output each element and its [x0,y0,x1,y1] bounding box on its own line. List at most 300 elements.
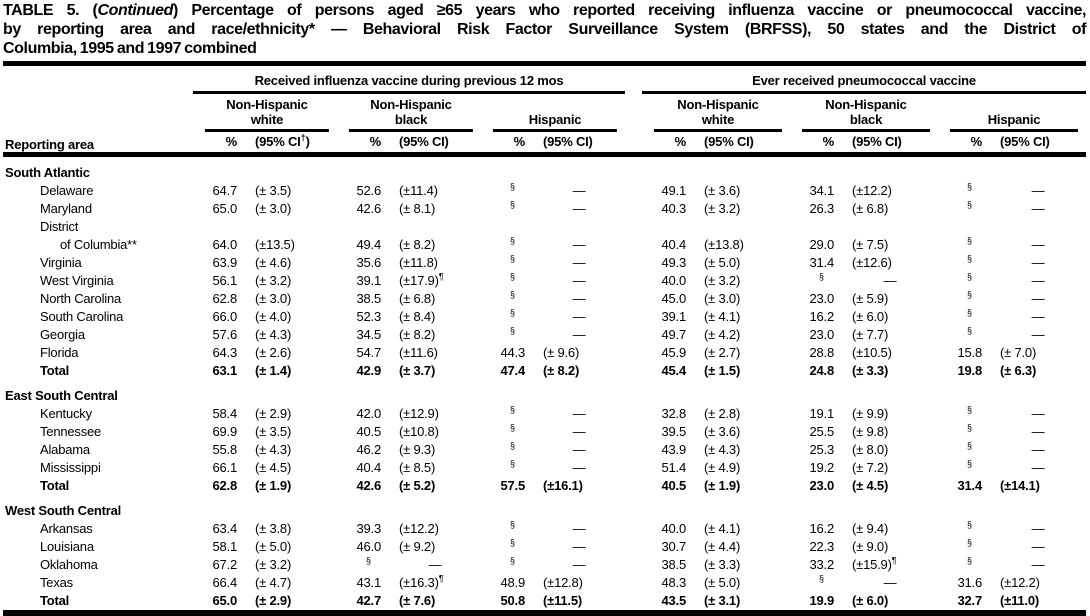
ci-cell: — [1031,327,1045,342]
section-sign-footnote-mark: § [509,199,515,210]
percent-cell: 56.1 [212,273,237,288]
percent-cell [481,290,533,308]
ci-cell: (± 9.3) [399,442,436,457]
ci-cell: (±13.8) [704,237,744,252]
percent-cell [938,236,990,254]
percent-cell: 58.1 [212,539,237,554]
percent-cell: 23.0 [809,327,834,342]
percent-cell: 16.2 [809,309,834,324]
ci-cell: (± 8.2) [543,363,580,378]
ci-cell: (± 3.6) [704,183,741,198]
column-gap [625,477,642,495]
ci-cell [389,218,481,236]
table-row [3,459,1086,477]
percent-cell: 69.9 [212,424,237,439]
percent-cell [481,405,533,423]
section-sign-footnote-mark: § [818,271,824,282]
section-sign-footnote-mark: § [818,573,824,584]
ci-cell: (± 4.4) [704,539,741,554]
percent-cell: 66.0 [212,309,237,324]
ci-cell: — [1031,406,1045,421]
percent-cell: 43.9 [661,442,686,457]
percent-cell: 52.3 [356,309,381,324]
percent-cell: 64.3 [212,345,237,360]
flu-hispanic-header: Hispanic [481,94,625,132]
ci-cell: (±11.5) [543,593,582,608]
section-sign-footnote-mark: § [509,307,515,318]
column-gap [625,441,642,459]
ci-cell: (± 7.5) [852,237,889,252]
ci-cell: (±16.3)¶ [399,573,444,590]
percent-cell: 48.3 [661,575,686,590]
ci-cell [990,218,1086,236]
percent-cell: 54.7 [356,345,381,360]
percent-cell: 40.0 [661,273,686,288]
column-gap [625,556,642,574]
brfss-vaccination-table [3,61,1086,616]
continued-label: Continued [97,2,173,19]
ci-cell: (± 3.8) [255,521,292,536]
percent-column-header: % [790,132,842,155]
column-gap [625,182,642,200]
percent-cell [938,405,990,423]
table-row [3,538,1086,556]
ci-cell: (± 8.5) [399,460,436,475]
ci-cell: (± 4.1) [704,309,741,324]
ci-cell [533,218,625,236]
ci-cell: — [1031,183,1045,198]
percent-cell: 46.0 [356,539,381,554]
column-gap [625,290,642,308]
ci-column-header: (95% CI) [533,132,625,155]
section-sign-footnote-mark: § [966,181,972,192]
percent-cell [481,272,533,290]
percent-cell [337,556,389,574]
percent-cell [938,423,990,441]
ci-cell: (± 3.5) [255,424,292,439]
title-line-3: Columbia, 1995 and 1997 combined [3,40,257,57]
ci-cell: (± 5.0) [255,539,292,554]
percent-cell [938,326,990,344]
reporting-area-cell: Texas [40,575,73,590]
ci-cell: (± 1.4) [255,363,292,378]
reporting-area-cell: Maryland [40,201,92,216]
percent-cell [938,218,990,236]
ci-column-header: (95% CI†) [245,132,337,155]
percent-cell: 58.4 [212,406,237,421]
ci-cell: — [1031,309,1045,324]
percent-cell: 40.0 [661,521,686,536]
reporting-area-cell: Total [40,363,70,378]
table-row [3,405,1086,423]
ci-cell: (±11.4) [399,183,438,198]
percent-cell: 23.0 [809,478,834,493]
ci-cell: (± 9.9) [852,406,889,421]
ci-cell: (± 3.2) [704,273,741,288]
ci-cell: (± 4.5) [255,460,292,475]
column-gap [625,236,642,254]
ci-cell: (±11.0) [1000,593,1039,608]
percent-cell: 51.4 [661,460,686,475]
ci-cell: (± 6.8) [399,291,436,306]
percent-cell: 64.0 [212,237,237,252]
table-row [3,326,1086,344]
ci-cell: (± 3.6) [704,424,741,439]
percent-cell: 31.4 [957,478,982,493]
percent-cell [938,200,990,218]
percent-cell: 52.6 [356,183,381,198]
percent-cell: 63.4 [212,521,237,536]
percent-cell: 34.5 [356,327,381,342]
percent-cell: 48.9 [500,575,525,590]
percent-cell: 40.3 [661,201,686,216]
pneumococcal-group-header: Ever received pneumococcal vaccine [642,64,1086,95]
percent-cell: 15.8 [957,345,982,360]
column-gap [625,344,642,362]
table-row [3,200,1086,218]
percent-cell [481,556,533,574]
percent-cell: 57.5 [500,478,525,493]
reporting-area-cell: of Columbia** [60,237,137,252]
ci-cell: (± 6.8) [852,201,889,216]
percent-cell [938,556,990,574]
reporting-area-cell: North Carolina [40,291,122,306]
percent-cell [642,218,694,236]
pilcrow-footnote-mark: ¶ [438,271,444,282]
ci-cell: (± 6.3) [1000,363,1037,378]
ci-cell: (±10.5) [852,345,892,360]
percent-column-header: % [938,132,990,155]
reporting-area-cell: Tennessee [40,424,102,439]
table-row [3,423,1086,441]
percent-cell: 38.5 [356,291,381,306]
ci-cell: (± 5.0) [704,255,741,270]
percent-cell [481,423,533,441]
ci-cell: (± 9.0) [852,539,889,554]
percent-cell: 31.6 [957,575,982,590]
ci-cell: (± 9.2) [399,539,436,554]
percent-cell: 66.1 [212,460,237,475]
percent-cell [481,218,533,236]
percent-cell: 67.2 [212,557,237,572]
percent-cell: 42.7 [356,593,381,608]
section-sign-footnote-mark: § [966,235,972,246]
ci-cell: — [572,309,586,324]
percent-cell: 45.0 [661,291,686,306]
column-gap [625,254,642,272]
influenza-group-header: Received influenza vaccine during previous 12 mos [193,64,625,95]
ci-cell: — [572,237,586,252]
ci-cell: — [1031,557,1045,572]
reporting-area-cell: Florida [40,345,79,360]
percent-cell: 50.8 [500,593,525,608]
column-gap [625,308,642,326]
ci-cell: — [1031,460,1045,475]
ci-cell: (± 1.9) [704,478,741,493]
section-sign-footnote-mark: § [966,199,972,210]
ci-cell: (± 3.7) [399,363,436,378]
percent-cell: 43.1 [356,575,381,590]
table-row [3,520,1086,538]
table-row [3,308,1086,326]
table-row [3,254,1086,272]
percent-column-header: % [481,132,533,155]
percent-cell: 28.8 [809,345,834,360]
percent-cell: 19.8 [957,363,982,378]
table-title [3,1,1086,58]
percent-cell [481,200,533,218]
percent-cell: 66.4 [212,575,237,590]
percent-cell [481,520,533,538]
ci-cell: (± 7.0) [1000,345,1037,360]
ci-cell [245,218,337,236]
ci-cell: (± 1.5) [704,363,741,378]
ci-cell: (± 4.5) [852,478,889,493]
pneumo-nonhispanic-white-header: Non-Hispanic white [642,94,790,132]
section-sign-footnote-mark: § [509,404,515,415]
section-sign-footnote-mark: § [966,289,972,300]
section-name: South Atlantic [5,165,90,180]
ci-cell: (± 4.9) [704,460,741,475]
title-line-1: TABLE 5. (Continued) Percentage of persons aged ≥65 years who reported receiving influenza vaccine or pneumococcal vaccine, [3,2,1086,19]
percent-cell: 49.1 [661,183,686,198]
ci-cell: (± 7.6) [399,593,436,608]
ci-cell: (± 2.7) [704,345,741,360]
column-gap [625,574,642,592]
percent-cell: 47.4 [500,363,525,378]
ci-cell: — [572,557,586,572]
percent-cell [938,441,990,459]
group-gap [625,64,642,155]
ci-cell: (± 4.1) [704,521,741,536]
percent-cell [938,459,990,477]
section-sign-footnote-mark: § [966,440,972,451]
percent-cell: 19.1 [809,406,834,421]
ci-cell: (± 3.0) [704,291,741,306]
percent-cell: 45.4 [661,363,686,378]
ci-cell: — [572,291,586,306]
ci-cell: (± 3.0) [255,201,292,216]
ci-cell: (± 3.0) [255,291,292,306]
percent-cell [481,308,533,326]
column-gap [625,200,642,218]
table-row [3,344,1086,362]
section-row [3,380,1086,405]
percent-cell: 40.4 [356,460,381,475]
percent-cell: 63.1 [212,363,237,378]
percent-cell [938,254,990,272]
percent-column-header: % [337,132,389,155]
ci-cell: — [1031,237,1045,252]
ci-cell: (± 4.3) [704,442,741,457]
section-sign-footnote-mark: § [509,440,515,451]
percent-cell: 35.6 [356,255,381,270]
ci-cell: (± 3.5) [255,183,292,198]
percent-cell [337,218,389,236]
column-gap [625,520,642,538]
ci-cell: (± 5.9) [852,291,889,306]
percent-cell: 25.5 [809,424,834,439]
percent-cell: 33.2 [809,557,834,572]
ci-column-header: (95% CI) [842,132,938,155]
dagger-footnote-mark: † [300,132,306,143]
percent-cell: 32.8 [661,406,686,421]
section-sign-footnote-mark: § [966,422,972,433]
reporting-area-cell: South Carolina [40,309,124,324]
percent-column-header: % [642,132,694,155]
ci-cell: — [572,406,586,421]
table-row [3,574,1086,592]
ci-cell: (±11.8) [399,255,438,270]
reporting-area-cell: Georgia [40,327,85,342]
ci-cell: (±12.2) [1000,575,1040,590]
ci-cell: — [1031,273,1045,288]
percent-cell: 30.7 [661,539,686,554]
percent-cell: 45.9 [661,345,686,360]
reporting-area-cell: Total [40,593,70,608]
percent-cell: 64.7 [212,183,237,198]
ci-cell: (±17.9)¶ [399,271,444,288]
ci-cell: (± 4.3) [255,442,292,457]
section-sign-footnote-mark: § [509,271,515,282]
reporting-area-cell: Total [40,478,70,493]
percent-cell: 62.8 [212,478,237,493]
section-sign-footnote-mark: § [509,458,515,469]
percent-cell: 24.8 [809,363,834,378]
ci-cell: — [572,539,586,554]
ci-cell: (± 3.2) [704,201,741,216]
percent-cell: 19.9 [809,593,834,608]
percent-cell: 40.5 [356,424,381,439]
percent-cell: 39.5 [661,424,686,439]
reporting-area-cell: Louisiana [40,539,94,554]
ci-cell: (±11.6) [399,345,438,360]
percent-cell: 57.6 [212,327,237,342]
ci-cell: (± 7.2) [852,460,889,475]
reporting-area-cell: Mississippi [40,460,101,475]
table-row [3,477,1086,495]
ci-cell: (± 4.2) [704,327,741,342]
percent-cell: 55.8 [212,442,237,457]
reporting-area-header: Reporting area [3,64,193,155]
pneumo-hispanic-header: Hispanic [938,94,1086,132]
section-sign-footnote-mark: § [966,325,972,336]
percent-cell: 31.4 [809,255,834,270]
section-row [3,495,1086,520]
ci-cell: — [1031,539,1045,554]
section-sign-footnote-mark: § [365,555,371,566]
percent-cell: 32.7 [957,593,982,608]
column-gap [625,326,642,344]
table-row [3,362,1086,380]
ci-cell: (± 2.9) [255,406,292,421]
reporting-area-cell: Virginia [40,255,82,270]
ci-cell: — [428,557,442,572]
percent-cell: 49.4 [356,237,381,252]
percent-cell [481,236,533,254]
section-sign-footnote-mark: § [966,404,972,415]
percent-cell: 44.3 [500,345,525,360]
percent-cell: 38.5 [661,557,686,572]
table-row [3,556,1086,574]
ci-cell: (± 8.4) [399,309,436,324]
ci-cell: (±15.9)¶ [852,555,897,572]
section-sign-footnote-mark: § [966,537,972,548]
ci-cell: — [1031,424,1045,439]
percent-cell: 49.3 [661,255,686,270]
ci-cell: (±16.1) [543,478,583,493]
section-name: East South Central [5,388,118,403]
percent-cell: 42.0 [356,406,381,421]
reporting-area-cell: Delaware [40,183,94,198]
ci-cell: (± 2.8) [704,406,741,421]
ci-cell: (± 5.2) [399,478,436,493]
table-row [3,218,1086,236]
percent-cell: 63.9 [212,255,237,270]
ci-cell: — [572,424,586,439]
section-sign-footnote-mark: § [509,537,515,548]
ci-cell: — [1031,201,1045,216]
percent-cell [938,290,990,308]
ci-column-header: (95% CI) [389,132,481,155]
section-sign-footnote-mark: § [509,555,515,566]
ci-cell: (±12.8) [543,575,583,590]
percent-cell: 39.1 [661,309,686,324]
percent-cell: 39.3 [356,521,381,536]
column-gap [625,538,642,556]
section-sign-footnote-mark: § [966,307,972,318]
ci-cell: (±12.6) [852,255,892,270]
percent-cell: 43.5 [661,593,686,608]
section-sign-footnote-mark: § [966,519,972,530]
percent-cell: 40.5 [661,478,686,493]
percent-cell [481,254,533,272]
ci-cell: (± 4.7) [255,575,292,590]
percent-cell: 62.8 [212,291,237,306]
ci-cell: — [572,273,586,288]
table-row [3,441,1086,459]
ci-column-header: (95% CI) [694,132,790,155]
table-row [3,182,1086,200]
ci-cell: — [572,255,586,270]
section-sign-footnote-mark: § [966,253,972,264]
ci-cell: (± 7.7) [852,327,889,342]
percent-cell [790,574,842,592]
ci-cell: (±12.2) [399,521,439,536]
ci-cell: — [1031,255,1045,270]
percent-cell: 19.2 [809,460,834,475]
ci-cell: — [572,183,586,198]
section-sign-footnote-mark: § [966,555,972,566]
ci-cell: (± 3.1) [704,593,741,608]
ci-cell: (± 9.8) [852,424,889,439]
percent-cell: 26.3 [809,201,834,216]
ci-cell: — [1031,521,1045,536]
percent-cell [938,520,990,538]
ci-cell: — [572,201,586,216]
percent-cell: 29.0 [809,237,834,252]
ci-cell: (± 3.3) [852,363,889,378]
reporting-area-cell: West Virginia [40,273,114,288]
ci-cell: (± 8.2) [399,237,436,252]
table-row [3,592,1086,613]
percent-cell: 25.3 [809,442,834,457]
pilcrow-footnote-mark: ¶ [438,573,444,584]
percent-cell [938,308,990,326]
percent-cell: 46.2 [356,442,381,457]
ci-cell: (±12.9) [399,406,439,421]
percent-cell: 40.4 [661,237,686,252]
